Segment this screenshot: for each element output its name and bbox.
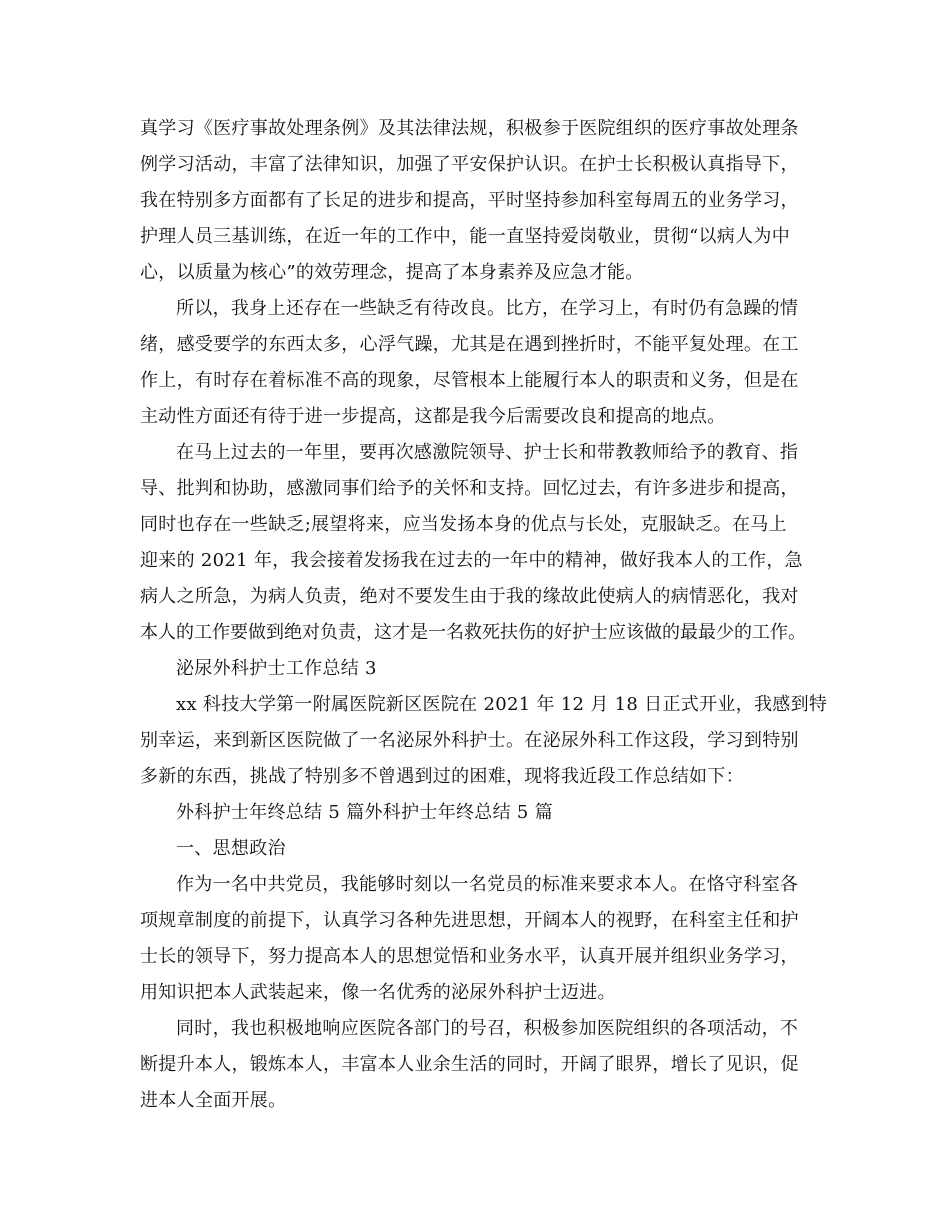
- text-line: 导、批判和协助，感激同事们给予的关怀和支持。回忆过去，有许多进步和提高，: [140, 478, 799, 499]
- text-line: 心，以质量为核心”的效劳理念，提高了本身素养及应急才能。: [140, 262, 644, 283]
- section-heading: 泌尿外科护士工作总结 3: [176, 658, 377, 679]
- text-line: 作为一名中共党员，我能够时刻以一名党员的标准来要求本人。在恪守科室各: [176, 874, 799, 895]
- text-line: 真学习《医疗事故处理条例》及其法律法规，积极参于医院组织的医疗事故处理条: [140, 118, 799, 139]
- text-line: 护理人员三基训练，在近一年的工作中，能一直坚持爱岗敬业，贯彻“以病人为中: [140, 226, 790, 247]
- text-line: 本人的工作要做到绝对负责，这才是一名救死扶伤的好护士应该做的最最少的工作。: [140, 622, 806, 643]
- text-line: 我在特别多方面都有了长足的进步和提高，平时坚持参加科室每周五的业务学习，: [140, 190, 799, 211]
- text-line: 同时，我也积极地响应医院各部门的号召，积极参加医院组织的各项活动，不: [176, 1018, 799, 1039]
- text-line: 士长的领导下，努力提高本人的思想觉悟和业务水平，认真开展并组织业务学习，: [140, 946, 799, 967]
- text-line: xx 科技大学第一附属医院新区医院在 2021 年 12 月 18 日正式开业，我感到特: [176, 694, 828, 715]
- section-heading: 一、思想政治: [176, 838, 286, 859]
- text-line: 别幸运，来到新区医院做了一名泌尿外科护士。在泌尿外科工作这段，学习到特别: [140, 730, 799, 751]
- text-line: 例学习活动，丰富了法律知识，加强了平安保护认识。在护士长积极认真指导下，: [140, 154, 799, 175]
- text-line: 绪，感受要学的东西太多，心浮气躁，尤其是在遇到挫折时，不能平复处理。在工: [140, 334, 799, 355]
- text-line: 项规章制度的前提下，认真学习各种先进思想，开阔本人的视野，在科室主任和护: [140, 910, 799, 931]
- text-line: 同时也存在一些缺乏;展望将来，应当发扬本身的优点与长处，克服缺乏。在马上: [140, 514, 787, 535]
- text-line: 迎来的 2021 年，我会接着发扬我在过去的一年中的精神，做好我本人的工作，急: [140, 550, 803, 571]
- text-line: 所以，我身上还存在一些缺乏有待改良。比方，在学习上，有时仍有急躁的情: [176, 298, 799, 319]
- text-line: 多新的东西，挑战了特别多不曾遇到过的困难，现将我近段工作总结如下：: [140, 766, 744, 787]
- section-heading: 外科护士年终总结 5 篇外科护士年终总结 5 篇: [176, 802, 553, 823]
- text-line: 作上，有时存在着标准不高的现象，尽管根本上能履行本人的职责和义务，但是在: [140, 370, 799, 391]
- text-line: 主动性方面还有待于进一步提高，这都是我今后需要改良和提高的地点。: [140, 406, 726, 427]
- text-line: 在马上过去的一年里，要再次感激院领导、护士长和带教教师给予的教育、指: [176, 442, 799, 463]
- text-line: 病人之所急，为病人负责，绝对不要发生由于我的缘故此使病人的病情恶化，我对: [140, 586, 799, 607]
- text-line: 进本人全面开展。: [140, 1090, 287, 1111]
- text-line: 断提升本人，锻炼本人，丰富本人业余生活的同时，开阔了眼界，增长了见识，促: [140, 1054, 799, 1075]
- text-line: 用知识把本人武装起来，像一名优秀的泌尿外科护士迈进。: [140, 982, 616, 1003]
